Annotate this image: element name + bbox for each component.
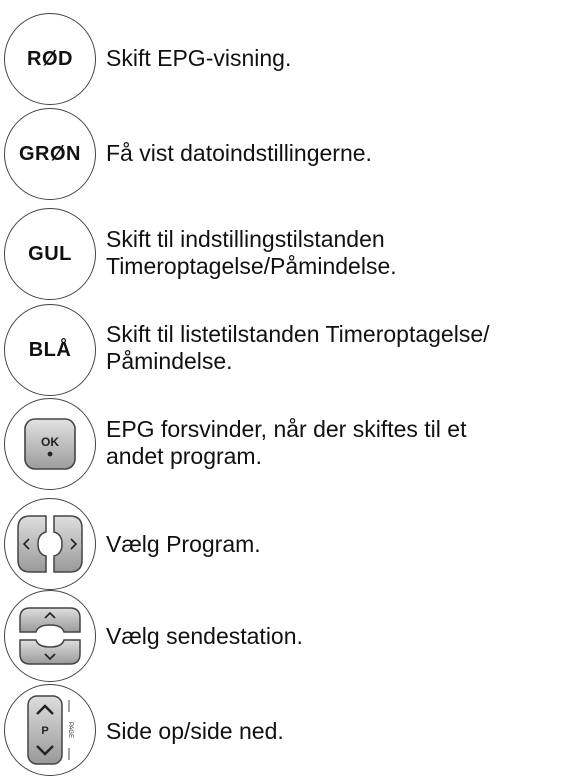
yellow-button-label: GUL <box>28 242 72 265</box>
page-button-icon <box>4 684 96 776</box>
blue-button-label: BLÅ <box>28 338 72 361</box>
up-down-button-icon <box>4 590 96 682</box>
ok-key-label: OK <box>41 435 59 449</box>
green-button-icon <box>4 108 96 200</box>
yellow-button-icon <box>4 208 96 300</box>
page-key-icon <box>24 692 76 768</box>
left-right-button-icon <box>4 498 96 590</box>
left-right-keys-icon <box>12 512 88 576</box>
blue-button-description: Skift til listetilstanden Timeroptagelse/ Påmindelse. <box>106 321 490 374</box>
red-button-description: Skift EPG-visning. <box>106 45 292 71</box>
red-button-icon <box>4 13 96 105</box>
red-button-label: RØD <box>27 47 73 70</box>
page-key-label: P <box>41 725 49 737</box>
page-button-description: Side op/side ned. <box>106 718 284 744</box>
ok-button-icon <box>4 398 96 490</box>
ok-button-description: EPG forsvinder, når der skiftes til et andet program. <box>106 416 467 469</box>
up-down-button-description: Vælg sendestation. <box>106 623 303 649</box>
yellow-button-description: Skift til indstillingstilstanden Timeroptagelse/Påmindelse. <box>106 226 397 279</box>
up-down-keys-icon <box>14 600 86 672</box>
page-side-label: PAGE <box>67 721 73 739</box>
blue-button-icon <box>4 304 96 396</box>
green-button-label: GRØN <box>19 142 81 165</box>
ok-key-icon <box>22 416 78 472</box>
green-button-description: Få vist datoindstillingerne. <box>106 140 372 166</box>
left-right-button-description: Vælg Program. <box>106 531 261 557</box>
